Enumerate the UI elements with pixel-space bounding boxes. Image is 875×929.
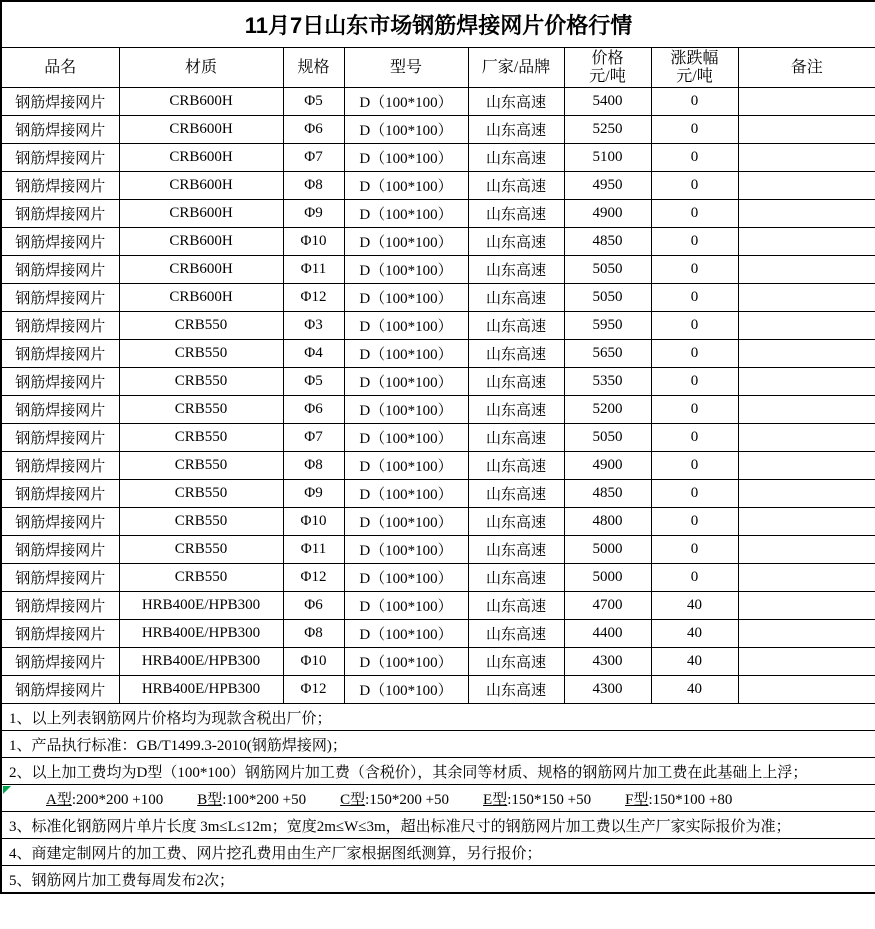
table-row [1, 536, 875, 564]
cell-spec: Φ3 [283, 312, 344, 340]
table-row [1, 396, 875, 424]
table-row [1, 480, 875, 508]
cell-name: 钢筋焊接网片 [1, 676, 119, 704]
title-row [1, 1, 875, 48]
cell-name: 钢筋焊接网片 [1, 284, 119, 312]
cell-model: D（100*100） [344, 564, 468, 592]
cell-material: CRB550 [119, 536, 283, 564]
cell-spec: Φ10 [283, 648, 344, 676]
cell-model: D（100*100） [344, 508, 468, 536]
cell-name: 钢筋焊接网片 [1, 368, 119, 396]
cell-spec: Φ6 [283, 116, 344, 144]
cell-material: HRB400E/HPB300 [119, 592, 283, 620]
note-text: 1、产品执行标准：GB/T1499.3-2010(钢筋焊接网)； [1, 731, 875, 758]
cell-material: CRB600H [119, 116, 283, 144]
cell-change: 40 [651, 676, 738, 704]
cell-name: 钢筋焊接网片 [1, 536, 119, 564]
cell-model: D（100*100） [344, 620, 468, 648]
cell-price: 4800 [564, 508, 651, 536]
cell-model: D（100*100） [344, 452, 468, 480]
cell-material: CRB550 [119, 564, 283, 592]
cell-change: 0 [651, 340, 738, 368]
note-text: 5、钢筋网片加工费每周发布2次； [1, 866, 875, 894]
cell-material: HRB400E/HPB300 [119, 676, 283, 704]
cell-price: 5250 [564, 116, 651, 144]
cell-brand: 山东高速 [468, 536, 564, 564]
cell-name: 钢筋焊接网片 [1, 620, 119, 648]
table-row [1, 648, 875, 676]
cell-remark [738, 592, 875, 620]
note-row [1, 866, 875, 894]
cell-model: D（100*100） [344, 536, 468, 564]
cell-brand: 山东高速 [468, 88, 564, 116]
cell-change: 0 [651, 424, 738, 452]
cell-change: 0 [651, 172, 738, 200]
cell-spec: Φ8 [283, 172, 344, 200]
table-row [1, 116, 875, 144]
cell-name: 钢筋焊接网片 [1, 480, 119, 508]
cell-brand: 山东高速 [468, 592, 564, 620]
cell-brand: 山东高速 [468, 396, 564, 424]
cell-brand: 山东高速 [468, 508, 564, 536]
cell-remark [738, 340, 875, 368]
cell-change: 0 [651, 284, 738, 312]
cell-spec: Φ5 [283, 88, 344, 116]
note-row [1, 704, 875, 731]
cell-model: D（100*100） [344, 284, 468, 312]
cell-model: D（100*100） [344, 368, 468, 396]
cell-price: 5050 [564, 424, 651, 452]
cell-model: D（100*100） [344, 312, 468, 340]
cell-spec: Φ12 [283, 564, 344, 592]
cell-spec: Φ4 [283, 340, 344, 368]
table-row [1, 452, 875, 480]
cell-material: CRB550 [119, 368, 283, 396]
cell-name: 钢筋焊接网片 [1, 648, 119, 676]
header-row [1, 48, 875, 88]
cell-change: 0 [651, 116, 738, 144]
cell-brand: 山东高速 [468, 424, 564, 452]
cell-spec: Φ9 [283, 480, 344, 508]
cell-material: CRB550 [119, 424, 283, 452]
cell-name: 钢筋焊接网片 [1, 424, 119, 452]
cell-material: CRB550 [119, 396, 283, 424]
cell-model: D（100*100） [344, 256, 468, 284]
note-text: 3、标准化钢筋网片单片长度 3m≤L≤12m；宽度2m≤W≤3m，超出标准尺寸的钢筋网片加工费以生产厂家实际报价为准； [1, 812, 875, 839]
cell-name: 钢筋焊接网片 [1, 592, 119, 620]
cell-material: CRB550 [119, 340, 283, 368]
cell-price: 4900 [564, 200, 651, 228]
cell-price: 5000 [564, 536, 651, 564]
cell-remark [738, 144, 875, 172]
cell-change: 0 [651, 200, 738, 228]
cell-material: HRB400E/HPB300 [119, 648, 283, 676]
cell-remark [738, 312, 875, 340]
cell-material: CRB600H [119, 256, 283, 284]
cell-brand: 山东高速 [468, 172, 564, 200]
cell-material: CRB600H [119, 88, 283, 116]
cell-model: D（100*100） [344, 396, 468, 424]
table-row [1, 592, 875, 620]
cell-price: 5950 [564, 312, 651, 340]
cell-price: 4900 [564, 452, 651, 480]
cell-material: CRB550 [119, 508, 283, 536]
cell-remark [738, 676, 875, 704]
note-fee-types [1, 785, 875, 812]
cell-remark [738, 116, 875, 144]
cell-name: 钢筋焊接网片 [1, 88, 119, 116]
table-row [1, 424, 875, 452]
cell-change: 40 [651, 648, 738, 676]
col-header-model: 型号 [344, 48, 468, 88]
table-row [1, 564, 875, 592]
table-row [1, 172, 875, 200]
fee-type: F型:150*100 +80 [625, 791, 733, 808]
cell-brand: 山东高速 [468, 564, 564, 592]
cell-price: 4850 [564, 480, 651, 508]
cell-name: 钢筋焊接网片 [1, 312, 119, 340]
cell-change: 0 [651, 508, 738, 536]
cell-spec: Φ12 [283, 676, 344, 704]
note-row [1, 731, 875, 758]
cell-price: 5050 [564, 284, 651, 312]
cell-remark [738, 88, 875, 116]
cell-remark [738, 368, 875, 396]
col-header-price: 价格 元/吨 [564, 48, 651, 88]
table-row [1, 340, 875, 368]
cell-spec: Φ5 [283, 368, 344, 396]
cell-spec: Φ8 [283, 452, 344, 480]
cell-price: 4300 [564, 676, 651, 704]
cell-brand: 山东高速 [468, 620, 564, 648]
cell-name: 钢筋焊接网片 [1, 144, 119, 172]
table-row [1, 284, 875, 312]
cell-spec: Φ7 [283, 144, 344, 172]
cell-material: CRB600H [119, 144, 283, 172]
cell-spec: Φ10 [283, 228, 344, 256]
cell-change: 0 [651, 396, 738, 424]
note-row [1, 812, 875, 839]
cell-material: CRB550 [119, 312, 283, 340]
cell-brand: 山东高速 [468, 116, 564, 144]
cell-brand: 山东高速 [468, 648, 564, 676]
col-header-change: 涨跌幅 元/吨 [651, 48, 738, 88]
cell-name: 钢筋焊接网片 [1, 396, 119, 424]
table-row [1, 200, 875, 228]
cell-change: 0 [651, 88, 738, 116]
comment-marker-icon [3, 786, 11, 794]
cell-brand: 山东高速 [468, 200, 564, 228]
cell-material: HRB400E/HPB300 [119, 620, 283, 648]
cell-material: CRB600H [119, 200, 283, 228]
cell-brand: 山东高速 [468, 340, 564, 368]
cell-brand: 山东高速 [468, 480, 564, 508]
page-title: 11月7日山东市场钢筋焊接网片价格行情 [1, 1, 875, 48]
cell-remark [738, 396, 875, 424]
cell-spec: Φ9 [283, 200, 344, 228]
cell-name: 钢筋焊接网片 [1, 508, 119, 536]
cell-model: D（100*100） [344, 200, 468, 228]
cell-brand: 山东高速 [468, 676, 564, 704]
cell-remark [738, 284, 875, 312]
cell-spec: Φ12 [283, 284, 344, 312]
cell-price: 4850 [564, 228, 651, 256]
fee-type: C型:150*200 +50 [340, 791, 450, 808]
cell-model: D（100*100） [344, 88, 468, 116]
cell-price: 5050 [564, 256, 651, 284]
cell-remark [738, 536, 875, 564]
cell-name: 钢筋焊接网片 [1, 228, 119, 256]
table-row [1, 228, 875, 256]
table-row [1, 312, 875, 340]
table-body [1, 88, 875, 704]
cell-name: 钢筋焊接网片 [1, 200, 119, 228]
cell-remark [738, 480, 875, 508]
col-header-remark: 备注 [738, 48, 875, 88]
note-text: 1、以上列表钢筋网片价格均为现款含税出厂价； [1, 704, 875, 731]
cell-brand: 山东高速 [468, 368, 564, 396]
cell-name: 钢筋焊接网片 [1, 256, 119, 284]
cell-change: 0 [651, 368, 738, 396]
fee-type: A型:200*200 +100 [46, 791, 164, 808]
table-row [1, 88, 875, 116]
notes-body [1, 704, 875, 894]
cell-spec: Φ8 [283, 620, 344, 648]
cell-material: CRB550 [119, 480, 283, 508]
cell-model: D（100*100） [344, 116, 468, 144]
table-row [1, 508, 875, 536]
cell-remark [738, 452, 875, 480]
cell-material: CRB600H [119, 284, 283, 312]
cell-change: 0 [651, 228, 738, 256]
cell-change: 0 [651, 480, 738, 508]
cell-material: CRB550 [119, 452, 283, 480]
cell-name: 钢筋焊接网片 [1, 340, 119, 368]
cell-brand: 山东高速 [468, 228, 564, 256]
cell-spec: Φ10 [283, 508, 344, 536]
cell-price: 4300 [564, 648, 651, 676]
cell-remark [738, 228, 875, 256]
cell-model: D（100*100） [344, 228, 468, 256]
cell-remark [738, 424, 875, 452]
cell-price: 5100 [564, 144, 651, 172]
cell-brand: 山东高速 [468, 256, 564, 284]
note-text: 2、以上加工费均为D型（100*100）钢筋网片加工费（含税价），其余同等材质、规格的钢筋网片加工费在此基础上上浮； [1, 758, 875, 785]
fee-type: B型:100*200 +50 [197, 791, 307, 808]
note-row [1, 839, 875, 866]
cell-price: 5400 [564, 88, 651, 116]
cell-model: D（100*100） [344, 340, 468, 368]
cell-brand: 山东高速 [468, 312, 564, 340]
table-row [1, 620, 875, 648]
cell-brand: 山东高速 [468, 452, 564, 480]
fee-type: E型:150*150 +50 [483, 791, 592, 808]
cell-change: 0 [651, 256, 738, 284]
cell-price: 5650 [564, 340, 651, 368]
cell-remark [738, 648, 875, 676]
cell-spec: Φ7 [283, 424, 344, 452]
cell-remark [738, 620, 875, 648]
note-text: 4、商建定制网片的加工费、网片挖孔费用由生产厂家根据图纸测算，另行报价； [1, 839, 875, 866]
cell-change: 40 [651, 592, 738, 620]
cell-remark [738, 564, 875, 592]
cell-change: 0 [651, 452, 738, 480]
table-row [1, 368, 875, 396]
cell-remark [738, 172, 875, 200]
cell-change: 0 [651, 564, 738, 592]
cell-price: 4400 [564, 620, 651, 648]
cell-change: 0 [651, 536, 738, 564]
cell-brand: 山东高速 [468, 144, 564, 172]
cell-spec: Φ11 [283, 256, 344, 284]
note-row [1, 758, 875, 785]
cell-model: D（100*100） [344, 648, 468, 676]
cell-spec: Φ11 [283, 536, 344, 564]
table-row [1, 144, 875, 172]
table-row [1, 676, 875, 704]
cell-spec: Φ6 [283, 592, 344, 620]
cell-change: 0 [651, 144, 738, 172]
cell-material: CRB600H [119, 172, 283, 200]
cell-model: D（100*100） [344, 676, 468, 704]
cell-price: 4950 [564, 172, 651, 200]
cell-spec: Φ6 [283, 396, 344, 424]
col-header-name: 品名 [1, 48, 119, 88]
cell-name: 钢筋焊接网片 [1, 116, 119, 144]
cell-name: 钢筋焊接网片 [1, 564, 119, 592]
cell-model: D（100*100） [344, 424, 468, 452]
table-row [1, 256, 875, 284]
cell-price: 5200 [564, 396, 651, 424]
cell-model: D（100*100） [344, 172, 468, 200]
cell-name: 钢筋焊接网片 [1, 172, 119, 200]
cell-remark [738, 508, 875, 536]
cell-change: 40 [651, 620, 738, 648]
col-header-brand: 厂家/品牌 [468, 48, 564, 88]
cell-brand: 山东高速 [468, 284, 564, 312]
cell-remark [738, 256, 875, 284]
cell-change: 0 [651, 312, 738, 340]
col-header-spec: 规格 [283, 48, 344, 88]
cell-material: CRB600H [119, 228, 283, 256]
cell-price: 5000 [564, 564, 651, 592]
cell-name: 钢筋焊接网片 [1, 452, 119, 480]
cell-price: 5350 [564, 368, 651, 396]
col-header-material: 材质 [119, 48, 283, 88]
note-row [1, 785, 875, 812]
cell-model: D（100*100） [344, 592, 468, 620]
cell-price: 4700 [564, 592, 651, 620]
cell-remark [738, 200, 875, 228]
cell-model: D（100*100） [344, 144, 468, 172]
cell-model: D（100*100） [344, 480, 468, 508]
